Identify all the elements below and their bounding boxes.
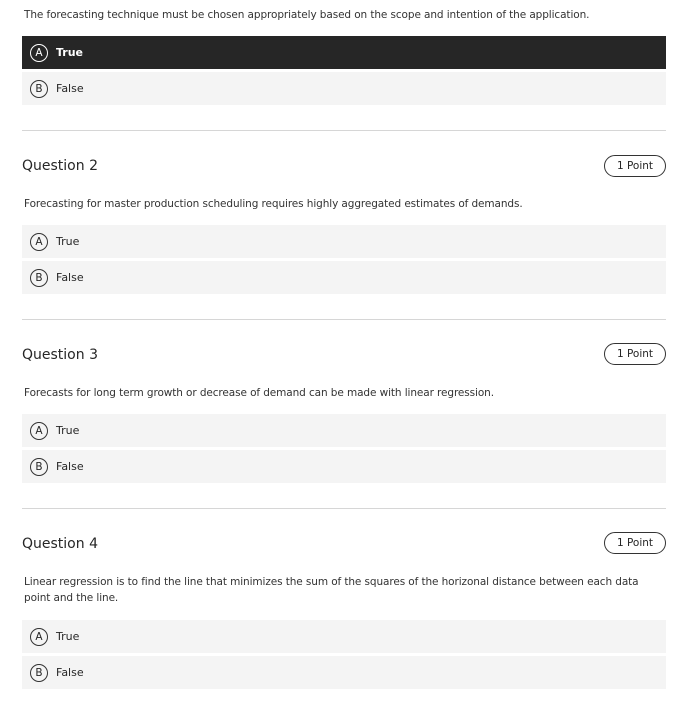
option-label-false: False [56, 460, 84, 473]
option-letter-a: A [30, 233, 48, 251]
option-letter-b: B [30, 664, 48, 682]
question-1-option-b[interactable] [22, 72, 666, 105]
question-1-option-a[interactable] [22, 36, 666, 69]
option-label-false: False [56, 271, 84, 284]
question-3-option-b[interactable] [22, 450, 666, 483]
option-label-true: True [56, 424, 80, 437]
question-1-text: The forecasting technique must be chosen appropriately based on the scope and intention of the application. [24, 9, 590, 21]
question-divider [22, 130, 666, 131]
question-divider [22, 508, 666, 509]
question-2-points-badge: 1 Point [604, 155, 666, 177]
question-3-title: Question 3 [22, 347, 98, 363]
option-label-false: False [56, 82, 84, 95]
option-letter-a: A [30, 44, 48, 62]
question-2-option-b[interactable] [22, 261, 666, 294]
question-4-option-b[interactable] [22, 656, 666, 689]
option-label-true: True [56, 630, 80, 643]
option-letter-b: B [30, 458, 48, 476]
question-4-text: Linear regression is to find the line that minimizes the sum of the squares of the horizonal distance between each data point and the line. [24, 576, 639, 604]
question-3-text: Forecasts for long term growth or decrease of demand can be made with linear regression. [24, 387, 494, 399]
option-letter-a: A [30, 422, 48, 440]
option-label-true: True [56, 46, 84, 59]
question-4-option-a[interactable] [22, 620, 666, 653]
question-divider [22, 319, 666, 320]
question-2-text: Forecasting for master production scheduling requires highly aggregated estimates of demands. [24, 198, 523, 210]
question-4-points-badge: 1 Point [604, 532, 666, 554]
option-label-true: True [56, 235, 80, 248]
option-letter-b: B [30, 269, 48, 287]
question-3-option-a[interactable] [22, 414, 666, 447]
question-4-title: Question 4 [22, 536, 98, 552]
question-3-points-badge: 1 Point [604, 343, 666, 365]
question-2-title: Question 2 [22, 158, 98, 174]
option-label-false: False [56, 666, 84, 679]
option-letter-a: A [30, 628, 48, 646]
option-letter-b: B [30, 80, 48, 98]
question-2-option-a[interactable] [22, 225, 666, 258]
